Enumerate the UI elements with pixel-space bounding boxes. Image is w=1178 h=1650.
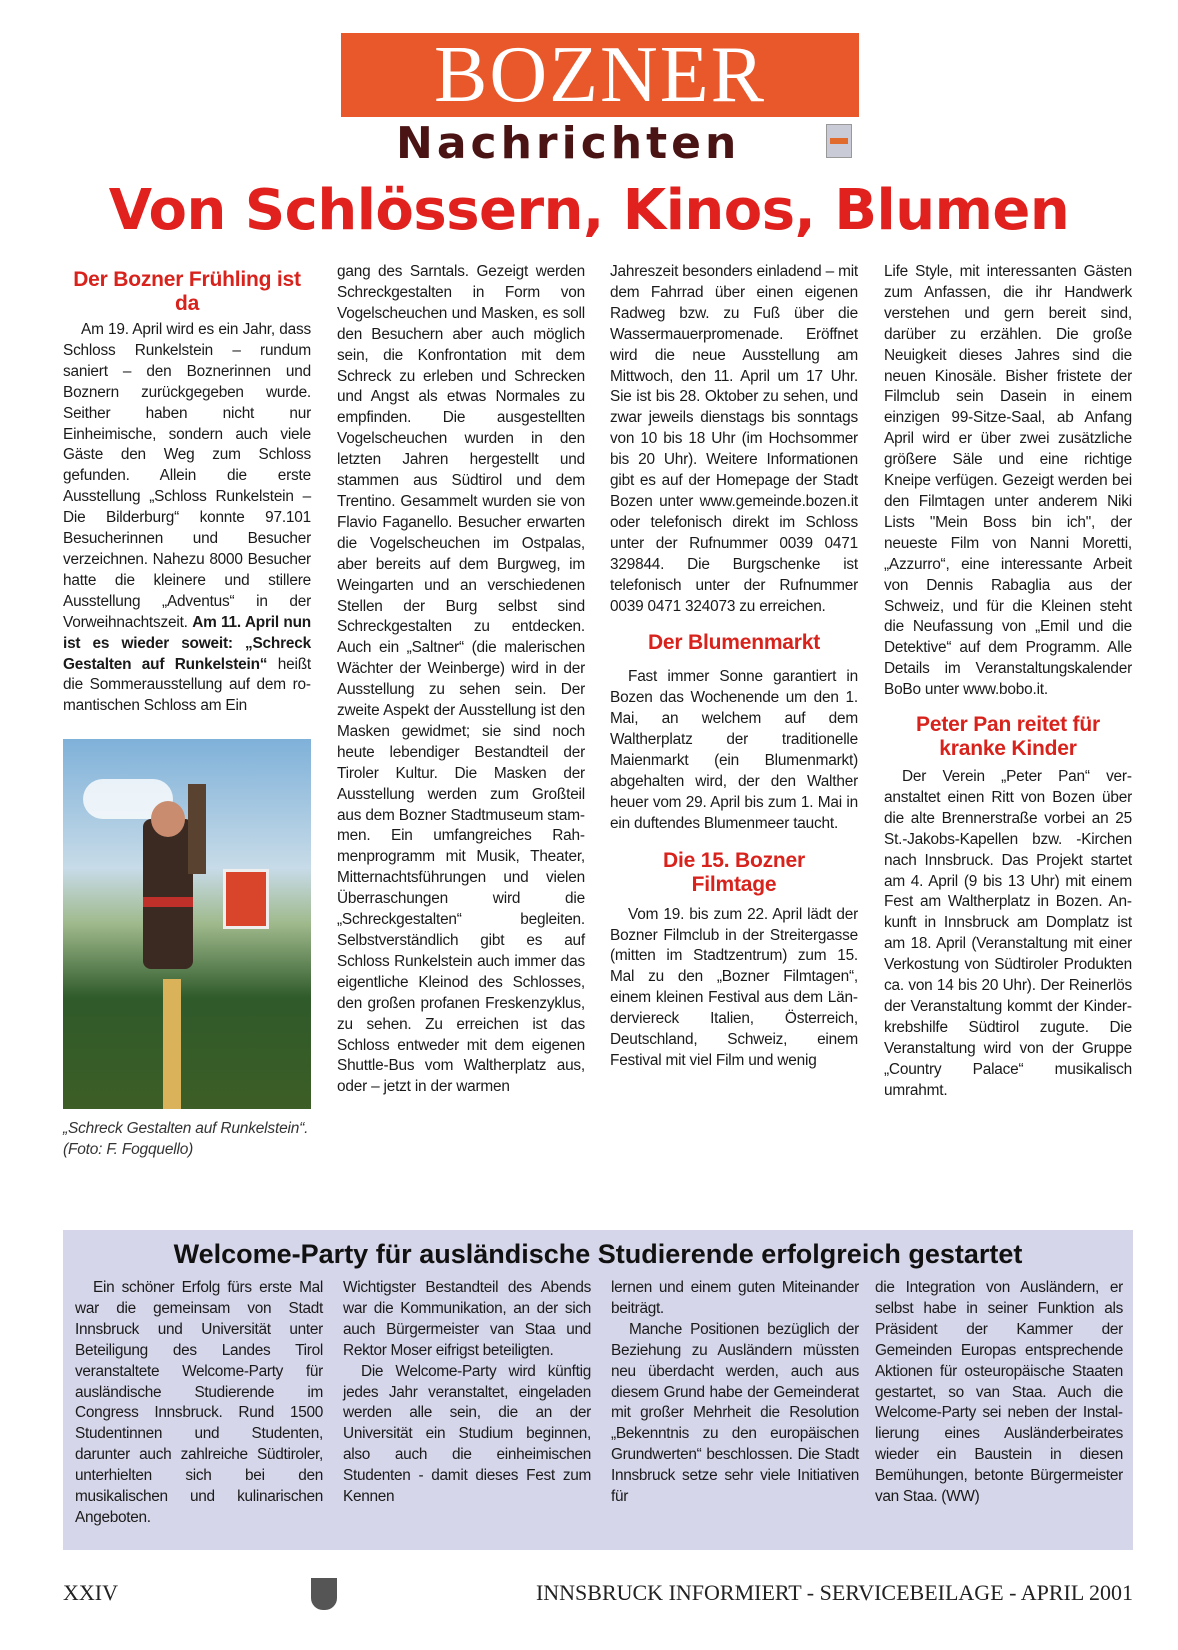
box-column-2	[343, 1278, 591, 1508]
article-paragraph: Life Style, mit interessanten Gästen zum Anfassen, die ihr Handwerk verstehen und gern bereit sind, darüber zu erzählen. Die große Neuigkeit dieses Jahres sind die neuen Kinosäle. Bisher fristete der Filmclub sein Dasein in einem einzigen 99-Sitze-Saal, ab Anfang April wird er über zwei zusätzliche größere Säle und eine richtige Kneipe verfügen. Gezeigt werden bei den Filmtagen unter anderem Niki Lists "Mein Boss bin ich", der neueste Film von Nanni Moretti, „Azzurro“, eine interessante Arbeit von Dennis Rabaglia aus der Schweiz, und für die Kleinen steht die Neufassung von „Emil und die Detektive“ auf dem Programm. Alle Details im Veranstaltungskalender BoBo unter www.bobo.it.	[884, 263, 1132, 699]
page-headline: Von Schlössern, Kinos, Blumen	[108, 178, 1070, 243]
column-3	[610, 262, 858, 1072]
article-paragraph: Jahreszeit besonders einladend – mit dem Fahrrad über einen eigenen Radweg bzw. zu Fuß über die Wassermauerpromenade. Eröffnet wird die neue Ausstellung am Mittwoch, den 11. April um 17 Uhr. Sie ist bis 28. Oktober zu sehen, und zwar jeweils dienstags bis sonntags von 10 bis 18 Uhr (im Hochsommer bis 20 Uhr). Weitere Informationen gibt es auf der Homepage der Stadt Bozen unter www.gemeinde.bozen.it oder telefonisch direkt im Schloss unter der Rufnummer 0039 0471 329844. Die Burgschenke ist telefonisch unter der Rufnummer 0039 0471 324073 zu erreichen.	[610, 263, 858, 615]
article-heading: Der Blumenmarkt	[647, 631, 821, 655]
welcome-party-box	[63, 1230, 1133, 1550]
column-2	[337, 262, 585, 1098]
article-heading: Peter Pan reitet für kranke Kinder	[916, 713, 1100, 761]
article-paragraph: Die Welcome-Party wird künftig jedes Jahr veranstaltet, eingeladen werden alle sein, die an der Universität ein Studium beginnen, also auch die einheimischen Studenten - damit dieses Fest zum Kennen	[343, 1362, 591, 1506]
box-column-4	[875, 1278, 1123, 1508]
article-heading: Der Bozner Frühling ist da	[73, 268, 301, 315]
masthead-nachrichten: Nachrichten	[396, 118, 741, 169]
scarecrow-photo	[63, 739, 311, 1109]
publication-footer: INNSBRUCK INFORMIERT - SERVICEBEILAGE - APRIL 2001	[535, 1580, 1133, 1605]
box-column-3	[611, 1278, 859, 1508]
column-4	[884, 262, 1132, 1102]
masthead-bozner: BOZNER	[434, 33, 766, 117]
article-heading: Die 15. Bozner Filmtage	[663, 848, 805, 896]
article-paragraph: Ein schöner Erfolg fürs erste Mal war die gemeinsam von Stadt Innsbruck und Universität unter Beteiligung des Landes Tirol veranstaltete Welcome-Party für ausländische Studierende im Congress Innsbruck. Rund 1500 Studentinnen und Studenten, darunter auch zahlreiche Südtiroler, unterhielten sich bei den musikalischen und kulinarischen Angeboten.	[75, 1279, 323, 1526]
article-paragraph: Manche Positionen bezüglich der Beziehung zu Ausländern müssten neu überdacht werden, auch aus diesem Grund habe der Gemeinderat mit großer Mehrheit die Resolution „Bekenntnis zu den europäischen Grundwerten“ beschlossen. Die Stadt Innsbruck setze sehr viele Initiativen für	[611, 1320, 859, 1506]
bozen-crest-icon	[826, 124, 852, 158]
article-paragraph: Vom 19. bis zum 22. April lädt der Bozner Filmclub in der Streitergasse (mitten im Stadtzentrum) zum 15. Mal zu den „Bozner Filmtagen“, einem kleinen Festival aus dem Länderviereck Italien, Österreich, Deutschland, Schweiz, einem Festival mit viel Film und wenig	[610, 905, 858, 1069]
bold-text: Am 11. April nun ist es wieder soweit: „Schreck Gestalten auf Runkelstein“	[63, 613, 311, 673]
column-1	[63, 262, 311, 1161]
article-paragraph: Wichtigster Bestandteil des Abends war die Kommunikation, an der sich auch Bürgermeister van Staa und Rektor Moser eifrigst beteiligten.	[343, 1279, 591, 1359]
article-paragraph: gang des Sarntals. Gezeigt werden Schreckgestalten in Form von Vogelscheuchen und Masken, es soll den Besuchern aber auch möglich sein, die Konfrontation mit dem Schreck zu erleben und Schrecken und Angst als etwas Normales zu empfinden. Die ausgestellten Vogelscheuchen wurden in den letzten Jahren hergestellt und stammen aus Südtirol und dem Trentino. Gesammelt wurden sie von Flavio Faganello. Besucher erwarten die Vogelscheuchen im Ostpalas, aber bereits auf dem Burgweg, im Weingarten und an verschiedenen Stellen der Burg selbst sind Schreckgestalten zu entdecken. Auch ein „Saltner“ (die malerischen Wächter der Weinberge) wird in der Ausstellung zu sehen sein. Der zweite Aspekt der Ausstellung ist den Masken gewidmet; sie sind noch heute lebendiger Bestandteil der Tiroler Kultur. Die Masken der Ausstellung werden zum Großteil aus dem Bozner Stadtmuseum stammen. Ein umfangreiches Rahmenprogramm mit Musik, Theater, Mitternachtsführungen und vielen Überraschungen wird die „Schreckgestalten“ begleiten. Selbstverständlich gibt es auf Schloss Runkelstein auch immer das eigentliche Kleinod des Schlosses, den großen profanen Freskenzyklus, zu sehen. Zu erreichen ist das Schloss entweder mit dem eigenen Shuttle-Bus vom Waltherplatz aus, oder – jetzt in der warmen	[337, 263, 585, 1096]
innsbruck-crest-icon	[311, 1578, 337, 1610]
article-paragraph: die Integration von Ausländern, er selbst habe in seiner Funktion als Präsident der Kammer der Gemeinden Europas entsprechende Aktionen für osteuropäische Staaten gestartet, so van Staa. Auch die Welcome-Party sei neben der Installierung eines Ausländerbeirates wieder ein Baustein in diesen Bemühungen, betonte Bürgermeister van Staa. (WW)	[875, 1279, 1123, 1506]
text: Am 19. April wird es ein Jahr, dass Schloss Runkelstein – rundum saniert – den Boznerinnen und Boznern zurückgegeben wurde. Seither haben nicht nur Einheimische, sondern auch viele Gäste den Weg zum Schloss gefunden. Allein die erste Ausstellung „Schloss Runkelstein – Die Bilderburg“ konnte 97.101 Besucherinnen und Besucher verzeichnen. Nahezu 8000 Besucher hatte die kleinere und stillere Ausstellung „Adventus“ in der Vorweihnachtszeit.	[63, 321, 311, 631]
box-title: Welcome-Party für ausländische Studierende erfolgreich gestartet	[173, 1239, 1023, 1269]
article-paragraph: lernen und einem guten Miteinander beiträgt.	[611, 1279, 859, 1317]
text: heißt die Sommerausstellung auf dem romantischen Schloss am Ein	[63, 655, 311, 715]
article-paragraph: Der Verein „Peter Pan“ veranstaltet einen Ritt von Bozen über die alte Brennerstraße vorbei an 25 St.-Jakobs-Kapellen bzw. -Kirchen nach Innsbruck. Das Projekt startet am 4. April (9 bis 13 Uhr) mit einem Fest am Waltherplatz in Bozen. Ankunft in Innsbruck am Domplatz ist am 18. April (Veranstaltung mit einer Verkostung von Südtiroler Produkten ca. von 14 bis 20 Uhr). Der Reinerlös der Veranstaltung kommt der Kinderkrebshilfe Südtirol zugute. Die Veranstaltung wird von der Gruppe „Country Palace“ musikalisch umrahmt.	[884, 768, 1132, 1099]
page-number: XXIV	[63, 1580, 118, 1605]
photo-caption: „Schreck Gestalten auf Runkelstein“. (Foto: F. Fogquello)	[63, 1120, 309, 1159]
box-column-1	[75, 1278, 323, 1529]
article-paragraph	[63, 320, 311, 717]
masthead-banner	[341, 33, 859, 117]
article-paragraph: Fast immer Sonne garantiert in Bozen das Wochenende um den 1. Mai, an welchem auf dem Waltherplatz der traditionelle Maienmarkt (ein Blumenmarkt) abgehalten wird, der den Walther heuer vom 29. April bis zum 1. Mai in ein duftendes Blumenmeer taucht.	[610, 668, 858, 832]
